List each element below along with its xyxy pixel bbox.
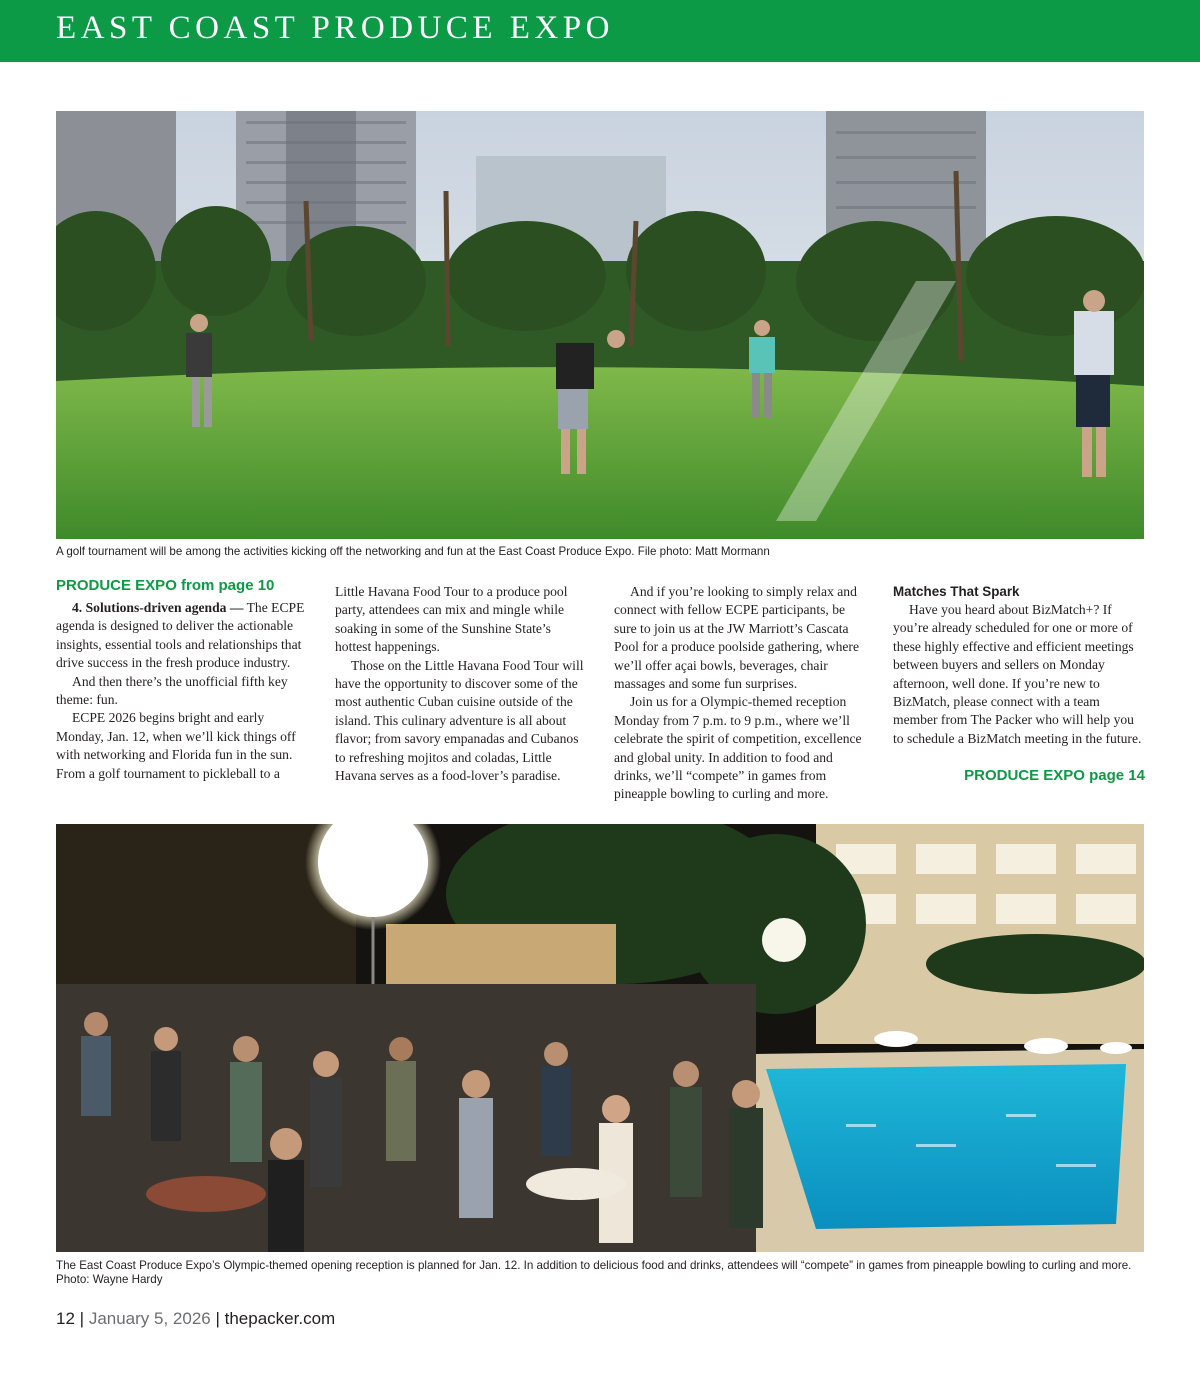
paragraph-agenda (56, 599, 308, 673)
footer-separator: | (79, 1309, 85, 1328)
header-banner (0, 0, 1200, 62)
website-link[interactable]: thepacker.com (224, 1309, 336, 1328)
reception-photo-caption: The East Coast Produce Expo’s Olympic-themed opening reception is planned for Jan. 12. In addition to delicious food and drinks, attendees will “compete” in games from pineapple bowling to curling and more. Photo: Wayne Hardy (56, 1259, 1132, 1286)
paragraph-fun: And then there’s the unofficial fifth key theme: fun. (56, 673, 288, 708)
paragraph-bizmatch: Have you heard about BizMatch+? If you’re already scheduled for one or more of these highly effective and efficient meetings between buyers and sellers on Monday afternoon, well done. If you’re new to BizMatch, please connect with a team member from The Packer who will help you to schedule a BizMatch meeting in the future. (893, 602, 1142, 746)
issue-date: January 5, 2026 (88, 1309, 211, 1328)
golf-tournament-photo (56, 111, 1144, 539)
golf-photo-caption: A golf tournament will be among the activities kicking off the networking and fun at the East Coast Produce Expo. File photo: Matt Mormann (56, 545, 770, 558)
agenda-body: The ECPE agenda is designed to deliver the actionable insights, essential tools and relationships that drive success in the fresh produce industry. (56, 600, 305, 671)
article-column-3 (614, 583, 866, 804)
paragraph-pool: And if you’re looking to simply relax and connect with fellow ECPE participants, be sure to join us at the JW Marriott’s Cascata Pool for a produce poolside gathering, where we’ll offer açai bowls, beverages, chair massages and some fun surprises. (614, 584, 859, 692)
paragraph-kickoff: ECPE 2026 begins bright and early Monday, Jan. 12, when we’ll kick things off with networking and Florida fun in the sun. From a golf tournament to pickleball to a (56, 710, 296, 781)
article-column-4 (893, 583, 1145, 786)
page-number: 12 (56, 1309, 75, 1328)
article-column-1 (56, 576, 308, 783)
agenda-lead: 4. Solutions-driven agenda — (72, 600, 244, 615)
opening-reception-photo (56, 824, 1144, 1252)
article-column-2 (335, 583, 587, 785)
paragraph-kickoff-continued: Little Havana Food Tour to a produce pool party, attendees can mix and mingle while soaking in some of the Sunshine State’s hottest happenings. (335, 584, 568, 655)
paragraph-food-tour: Those on the Little Havana Food Tour will have the opportunity to discover some of the most authentic Cuban cuisine outside of the island. This culinary adventure is all about flavor; from savory empanadas and Cubanos to refreshing mojitos and coladas, Little Havana serves as a food-lover’s paradise. (335, 657, 584, 784)
jump-to-line: PRODUCE EXPO page 14 (964, 767, 1145, 785)
subhead-matches: Matches That Spark (893, 584, 1020, 599)
jump-from-line: PRODUCE EXPO from page 10 (56, 577, 275, 594)
footer-separator: | (215, 1309, 220, 1328)
page-footer (56, 1309, 335, 1329)
section-title: EAST COAST PRODUCE EXPO (56, 10, 614, 46)
paragraph-reception: Join us for a Olympic-themed reception Monday from 7 p.m. to 9 p.m., where we’ll celebrate the spirit of competition, excellence and global unity. In addition to food and drinks, we’ll “compete” in games from pineapple bowling to curling and more. (614, 694, 862, 802)
